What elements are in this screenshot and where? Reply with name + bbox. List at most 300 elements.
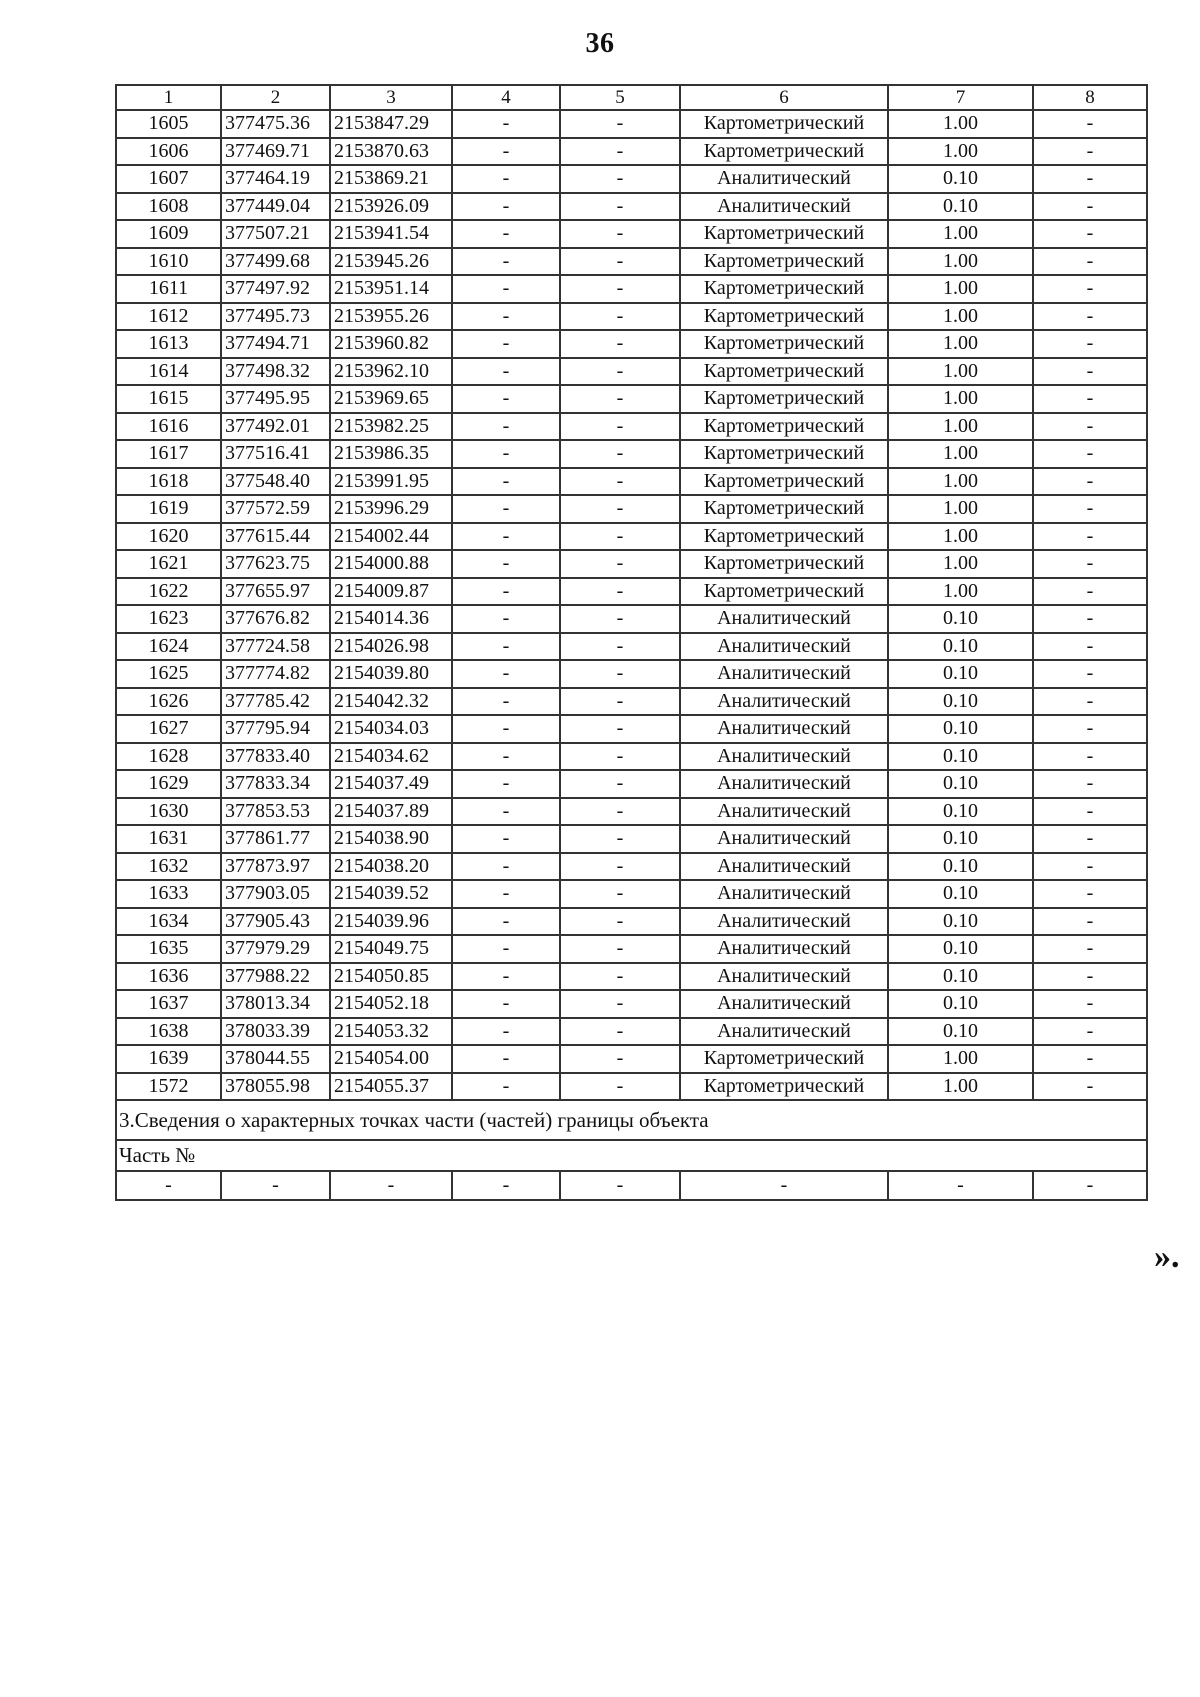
table-row: [116, 413, 1147, 441]
table-cell: 2153847.29: [330, 110, 452, 138]
table-cell: 377507.21: [221, 220, 330, 248]
table-cell: 1621: [116, 550, 221, 578]
table-cell: -: [116, 1171, 221, 1200]
header-cell: 1: [116, 85, 221, 110]
table-cell: -: [1033, 110, 1147, 138]
table-cell: -: [452, 660, 560, 688]
table-cell: 0.10: [888, 193, 1033, 221]
table-cell: -: [452, 220, 560, 248]
table-row: [116, 880, 1147, 908]
table-cell: 0.10: [888, 880, 1033, 908]
table-cell: -: [1033, 550, 1147, 578]
table-cell: Картометрический: [680, 330, 888, 358]
table-cell: -: [1033, 413, 1147, 441]
table-cell: 2154039.96: [330, 908, 452, 936]
table-cell: 0.10: [888, 165, 1033, 193]
table-cell: Картометрический: [680, 275, 888, 303]
table-cell: -: [452, 110, 560, 138]
table-cell: 1632: [116, 853, 221, 881]
table-cell: 1.00: [888, 110, 1033, 138]
table-cell: -: [560, 193, 680, 221]
table-row: [116, 908, 1147, 936]
table-cell: 1634: [116, 908, 221, 936]
table-cell: 1637: [116, 990, 221, 1018]
header-cell: 7: [888, 85, 1033, 110]
table-cell: -: [452, 605, 560, 633]
header-cell: 3: [330, 85, 452, 110]
table-cell: 2153982.25: [330, 413, 452, 441]
table-cell: -: [452, 550, 560, 578]
table-cell: -: [1033, 523, 1147, 551]
table-cell: 377495.73: [221, 303, 330, 331]
table-row: [116, 440, 1147, 468]
table-cell: -: [560, 330, 680, 358]
table-row: [116, 605, 1147, 633]
table-cell: 1613: [116, 330, 221, 358]
table-cell: 2154034.62: [330, 743, 452, 771]
table-cell: 377988.22: [221, 963, 330, 991]
table-cell: 2153996.29: [330, 495, 452, 523]
table-cell: 2153955.26: [330, 303, 452, 331]
table-cell: 377499.68: [221, 248, 330, 276]
table-cell: Картометрический: [680, 248, 888, 276]
table-cell: 1606: [116, 138, 221, 166]
table-cell: Аналитический: [680, 633, 888, 661]
table-cell: 377655.97: [221, 578, 330, 606]
table-cell: -: [452, 523, 560, 551]
header-cell: 8: [1033, 85, 1147, 110]
table-cell: -: [1033, 825, 1147, 853]
table-cell: -: [560, 578, 680, 606]
table-cell: -: [1033, 193, 1147, 221]
table-cell: -: [560, 110, 680, 138]
section-title: 3.Сведения о характерных точках части (частей) границы объекта: [116, 1100, 1147, 1140]
table-cell: -: [1033, 385, 1147, 413]
table-header-row: [116, 85, 1147, 110]
table-cell: -: [1033, 715, 1147, 743]
table-cell: 0.10: [888, 743, 1033, 771]
table-cell: -: [1033, 990, 1147, 1018]
table-cell: 0.10: [888, 770, 1033, 798]
table-row: [116, 330, 1147, 358]
table-cell: 378055.98: [221, 1073, 330, 1101]
table-cell: 377494.71: [221, 330, 330, 358]
table-cell: -: [560, 990, 680, 1018]
table-cell: -: [560, 715, 680, 743]
table-cell: 2154039.52: [330, 880, 452, 908]
table-cell: 0.10: [888, 853, 1033, 881]
table-cell: -: [560, 138, 680, 166]
table-cell: -: [452, 935, 560, 963]
table-row: [116, 220, 1147, 248]
header-cell: 6: [680, 85, 888, 110]
table-cell: Картометрический: [680, 110, 888, 138]
table-cell: -: [1033, 935, 1147, 963]
table-cell: Аналитический: [680, 193, 888, 221]
table-cell: 1.00: [888, 550, 1033, 578]
table-cell: -: [560, 935, 680, 963]
closing-quote-mark: ».: [1154, 1238, 1180, 1275]
table-cell: 0.10: [888, 990, 1033, 1018]
table-cell: -: [452, 275, 560, 303]
table-cell: -: [452, 138, 560, 166]
table-cell: 377676.82: [221, 605, 330, 633]
table-cell: 0.10: [888, 935, 1033, 963]
table-cell: 0.10: [888, 908, 1033, 936]
table-row: [116, 660, 1147, 688]
table-cell: -: [1033, 495, 1147, 523]
table-cell: -: [452, 468, 560, 496]
table-cell: 377774.82: [221, 660, 330, 688]
table-cell: -: [1033, 770, 1147, 798]
table-cell: 0.10: [888, 798, 1033, 826]
table-cell: 1638: [116, 1018, 221, 1046]
table-cell: Картометрический: [680, 1073, 888, 1101]
table-cell: 2154037.49: [330, 770, 452, 798]
table-cell: 0.10: [888, 963, 1033, 991]
table-cell: Аналитический: [680, 825, 888, 853]
table-cell: 1.00: [888, 220, 1033, 248]
table-cell: 1631: [116, 825, 221, 853]
table-cell: -: [452, 798, 560, 826]
table-cell: -: [1033, 138, 1147, 166]
table-row: [116, 633, 1147, 661]
table-cell: 1614: [116, 358, 221, 386]
table-cell: 1628: [116, 743, 221, 771]
table-cell: Аналитический: [680, 908, 888, 936]
table-cell: -: [560, 1171, 680, 1200]
table-cell: 377475.36: [221, 110, 330, 138]
table-cell: 2154038.90: [330, 825, 452, 853]
table-cell: Аналитический: [680, 660, 888, 688]
table-cell: 2153870.63: [330, 138, 452, 166]
table-cell: 1615: [116, 385, 221, 413]
header-cell: 2: [221, 85, 330, 110]
table-cell: -: [452, 880, 560, 908]
table-cell: 2154038.20: [330, 853, 452, 881]
table-cell: -: [1033, 578, 1147, 606]
table-cell: Аналитический: [680, 798, 888, 826]
table-cell: Аналитический: [680, 715, 888, 743]
table-cell: 1620: [116, 523, 221, 551]
table-cell: -: [560, 853, 680, 881]
section-title-row: [116, 1100, 1147, 1140]
table-cell: 0.10: [888, 633, 1033, 661]
table-cell: 1616: [116, 413, 221, 441]
table-cell: -: [1033, 908, 1147, 936]
table-cell: 1.00: [888, 578, 1033, 606]
table-cell: -: [560, 358, 680, 386]
table-cell: -: [452, 248, 560, 276]
table-cell: Картометрический: [680, 523, 888, 551]
table-cell: 2154053.32: [330, 1018, 452, 1046]
table-cell: -: [560, 413, 680, 441]
table-cell: 1572: [116, 1073, 221, 1101]
table-cell: 1626: [116, 688, 221, 716]
table-cell: 0.10: [888, 715, 1033, 743]
table-cell: 377724.58: [221, 633, 330, 661]
table-cell: 377615.44: [221, 523, 330, 551]
table-cell: 377469.71: [221, 138, 330, 166]
table-cell: 377785.42: [221, 688, 330, 716]
table-cell: 0.10: [888, 688, 1033, 716]
table-cell: 377979.29: [221, 935, 330, 963]
table-cell: -: [888, 1171, 1033, 1200]
table-row: [116, 578, 1147, 606]
table-cell: -: [560, 550, 680, 578]
table-row: [116, 495, 1147, 523]
table-cell: 1633: [116, 880, 221, 908]
table-cell: 377833.40: [221, 743, 330, 771]
table-cell: 2154055.37: [330, 1073, 452, 1101]
table-cell: -: [560, 743, 680, 771]
table-cell: 377497.92: [221, 275, 330, 303]
table-cell: -: [1033, 880, 1147, 908]
table-cell: Картометрический: [680, 385, 888, 413]
header-cell: 4: [452, 85, 560, 110]
table-cell: 377498.32: [221, 358, 330, 386]
table-row: [116, 963, 1147, 991]
table-cell: -: [452, 963, 560, 991]
table-cell: 1.00: [888, 275, 1033, 303]
table-cell: Аналитический: [680, 743, 888, 771]
table-cell: -: [560, 1073, 680, 1101]
table-cell: -: [560, 688, 680, 716]
table-cell: 2154054.00: [330, 1045, 452, 1073]
table-cell: 2154049.75: [330, 935, 452, 963]
table-cell: -: [560, 523, 680, 551]
table-cell: -: [1033, 220, 1147, 248]
table-cell: -: [560, 303, 680, 331]
table-cell: Аналитический: [680, 605, 888, 633]
table-cell: 2153945.26: [330, 248, 452, 276]
table-cell: -: [1033, 468, 1147, 496]
table-cell: -: [1033, 330, 1147, 358]
table-cell: -: [560, 798, 680, 826]
table-cell: -: [452, 413, 560, 441]
table-cell: -: [452, 578, 560, 606]
table-cell: -: [452, 853, 560, 881]
table-cell: Аналитический: [680, 880, 888, 908]
table-cell: 1.00: [888, 138, 1033, 166]
table-cell: -: [1033, 1171, 1147, 1200]
table-cell: -: [1033, 165, 1147, 193]
table-cell: 0.10: [888, 825, 1033, 853]
table-cell: -: [560, 660, 680, 688]
table-cell: -: [452, 193, 560, 221]
table-cell: -: [452, 770, 560, 798]
table-cell: Аналитический: [680, 990, 888, 1018]
table-row: [116, 138, 1147, 166]
table-cell: 377492.01: [221, 413, 330, 441]
header-cell: 5: [560, 85, 680, 110]
table-cell: 378044.55: [221, 1045, 330, 1073]
table-row: [116, 468, 1147, 496]
table-cell: 2153951.14: [330, 275, 452, 303]
table-cell: -: [1033, 440, 1147, 468]
empty-part-row: [116, 1171, 1147, 1200]
table-row: [116, 193, 1147, 221]
table-cell: -: [452, 385, 560, 413]
table-cell: Аналитический: [680, 165, 888, 193]
table-cell: -: [452, 715, 560, 743]
table-cell: 377903.05: [221, 880, 330, 908]
table-cell: 1605: [116, 110, 221, 138]
table-cell: 1.00: [888, 495, 1033, 523]
part-label-row: [116, 1140, 1147, 1171]
table-cell: -: [1033, 248, 1147, 276]
table-row: [116, 1018, 1147, 1046]
table-cell: 377873.97: [221, 853, 330, 881]
table-cell: -: [452, 1073, 560, 1101]
table-cell: -: [1033, 743, 1147, 771]
table-cell: -: [452, 495, 560, 523]
table-cell: -: [560, 385, 680, 413]
table-cell: -: [1033, 633, 1147, 661]
table-cell: 1.00: [888, 440, 1033, 468]
table-cell: 1619: [116, 495, 221, 523]
table-cell: 377449.04: [221, 193, 330, 221]
table-cell: -: [560, 633, 680, 661]
table-cell: 377572.59: [221, 495, 330, 523]
table-cell: -: [560, 605, 680, 633]
table-row: [116, 853, 1147, 881]
table-cell: 377795.94: [221, 715, 330, 743]
table-cell: 2154037.89: [330, 798, 452, 826]
table-cell: 1608: [116, 193, 221, 221]
table-cell: 1610: [116, 248, 221, 276]
table-cell: 1618: [116, 468, 221, 496]
table-cell: -: [560, 770, 680, 798]
table-cell: 1.00: [888, 248, 1033, 276]
table-cell: 1617: [116, 440, 221, 468]
table-cell: 377833.34: [221, 770, 330, 798]
page-number: 36: [585, 28, 615, 59]
table-body: [116, 85, 1147, 1200]
table-cell: 2154050.85: [330, 963, 452, 991]
table-cell: -: [1033, 798, 1147, 826]
table-cell: 2154034.03: [330, 715, 452, 743]
table-cell: 2154009.87: [330, 578, 452, 606]
table-cell: 1.00: [888, 413, 1033, 441]
table-cell: -: [560, 248, 680, 276]
table-cell: 0.10: [888, 660, 1033, 688]
table-row: [116, 1073, 1147, 1101]
table-cell: -: [452, 633, 560, 661]
table-cell: 377516.41: [221, 440, 330, 468]
table-cell: -: [560, 1045, 680, 1073]
table-cell: 377905.43: [221, 908, 330, 936]
table-cell: -: [452, 1171, 560, 1200]
table-row: [116, 358, 1147, 386]
table-row: [116, 990, 1147, 1018]
table-cell: -: [1033, 275, 1147, 303]
table-cell: Картометрический: [680, 358, 888, 386]
table-cell: -: [560, 165, 680, 193]
table-cell: 2153986.35: [330, 440, 452, 468]
table-cell: Картометрический: [680, 138, 888, 166]
table-cell: 2154026.98: [330, 633, 452, 661]
table-cell: 0.10: [888, 1018, 1033, 1046]
table-cell: -: [560, 275, 680, 303]
table-cell: 2154014.36: [330, 605, 452, 633]
table-row: [116, 798, 1147, 826]
table-cell: Картометрический: [680, 495, 888, 523]
table-cell: 377853.53: [221, 798, 330, 826]
table-cell: 1636: [116, 963, 221, 991]
table-cell: 1607: [116, 165, 221, 193]
table-cell: 1635: [116, 935, 221, 963]
table-cell: 377495.95: [221, 385, 330, 413]
table-cell: -: [452, 825, 560, 853]
table-cell: 1639: [116, 1045, 221, 1073]
table-row: [116, 523, 1147, 551]
table-cell: 1.00: [888, 1045, 1033, 1073]
table-row: [116, 1045, 1147, 1073]
table-cell: 0.10: [888, 605, 1033, 633]
table-cell: -: [1033, 853, 1147, 881]
table-cell: 377623.75: [221, 550, 330, 578]
table-cell: 377861.77: [221, 825, 330, 853]
table-cell: -: [560, 825, 680, 853]
table-cell: Аналитический: [680, 770, 888, 798]
table-cell: -: [452, 743, 560, 771]
table-cell: -: [452, 440, 560, 468]
table-cell: 1630: [116, 798, 221, 826]
part-label: Часть №: [116, 1140, 1147, 1171]
table-cell: 2154052.18: [330, 990, 452, 1018]
table-cell: 2153941.54: [330, 220, 452, 248]
table-cell: -: [560, 440, 680, 468]
table-cell: Картометрический: [680, 578, 888, 606]
table-row: [116, 715, 1147, 743]
table-row: [116, 275, 1147, 303]
table-cell: 2154039.80: [330, 660, 452, 688]
table-cell: 1.00: [888, 330, 1033, 358]
table-cell: -: [1033, 358, 1147, 386]
table-cell: 1623: [116, 605, 221, 633]
table-cell: 1609: [116, 220, 221, 248]
table-cell: -: [1033, 1073, 1147, 1101]
table-cell: 1.00: [888, 523, 1033, 551]
table-cell: 2153969.65: [330, 385, 452, 413]
table-cell: -: [560, 908, 680, 936]
table-cell: 1627: [116, 715, 221, 743]
table-row: [116, 385, 1147, 413]
table-row: [116, 935, 1147, 963]
table-cell: 1.00: [888, 303, 1033, 331]
table-cell: Аналитический: [680, 935, 888, 963]
table-cell: Аналитический: [680, 1018, 888, 1046]
table-cell: -: [452, 358, 560, 386]
table-cell: 2153869.21: [330, 165, 452, 193]
table-cell: 377548.40: [221, 468, 330, 496]
table-cell: 2154002.44: [330, 523, 452, 551]
table-row: [116, 770, 1147, 798]
table-row: [116, 165, 1147, 193]
table-cell: -: [1033, 963, 1147, 991]
table-cell: Картометрический: [680, 1045, 888, 1073]
table-cell: 2153991.95: [330, 468, 452, 496]
table-cell: -: [560, 220, 680, 248]
table-cell: 2154000.88: [330, 550, 452, 578]
table-cell: -: [560, 963, 680, 991]
table-cell: 1629: [116, 770, 221, 798]
table-cell: -: [452, 1045, 560, 1073]
table-cell: Картометрический: [680, 550, 888, 578]
table-cell: -: [1033, 605, 1147, 633]
table-cell: 1.00: [888, 468, 1033, 496]
